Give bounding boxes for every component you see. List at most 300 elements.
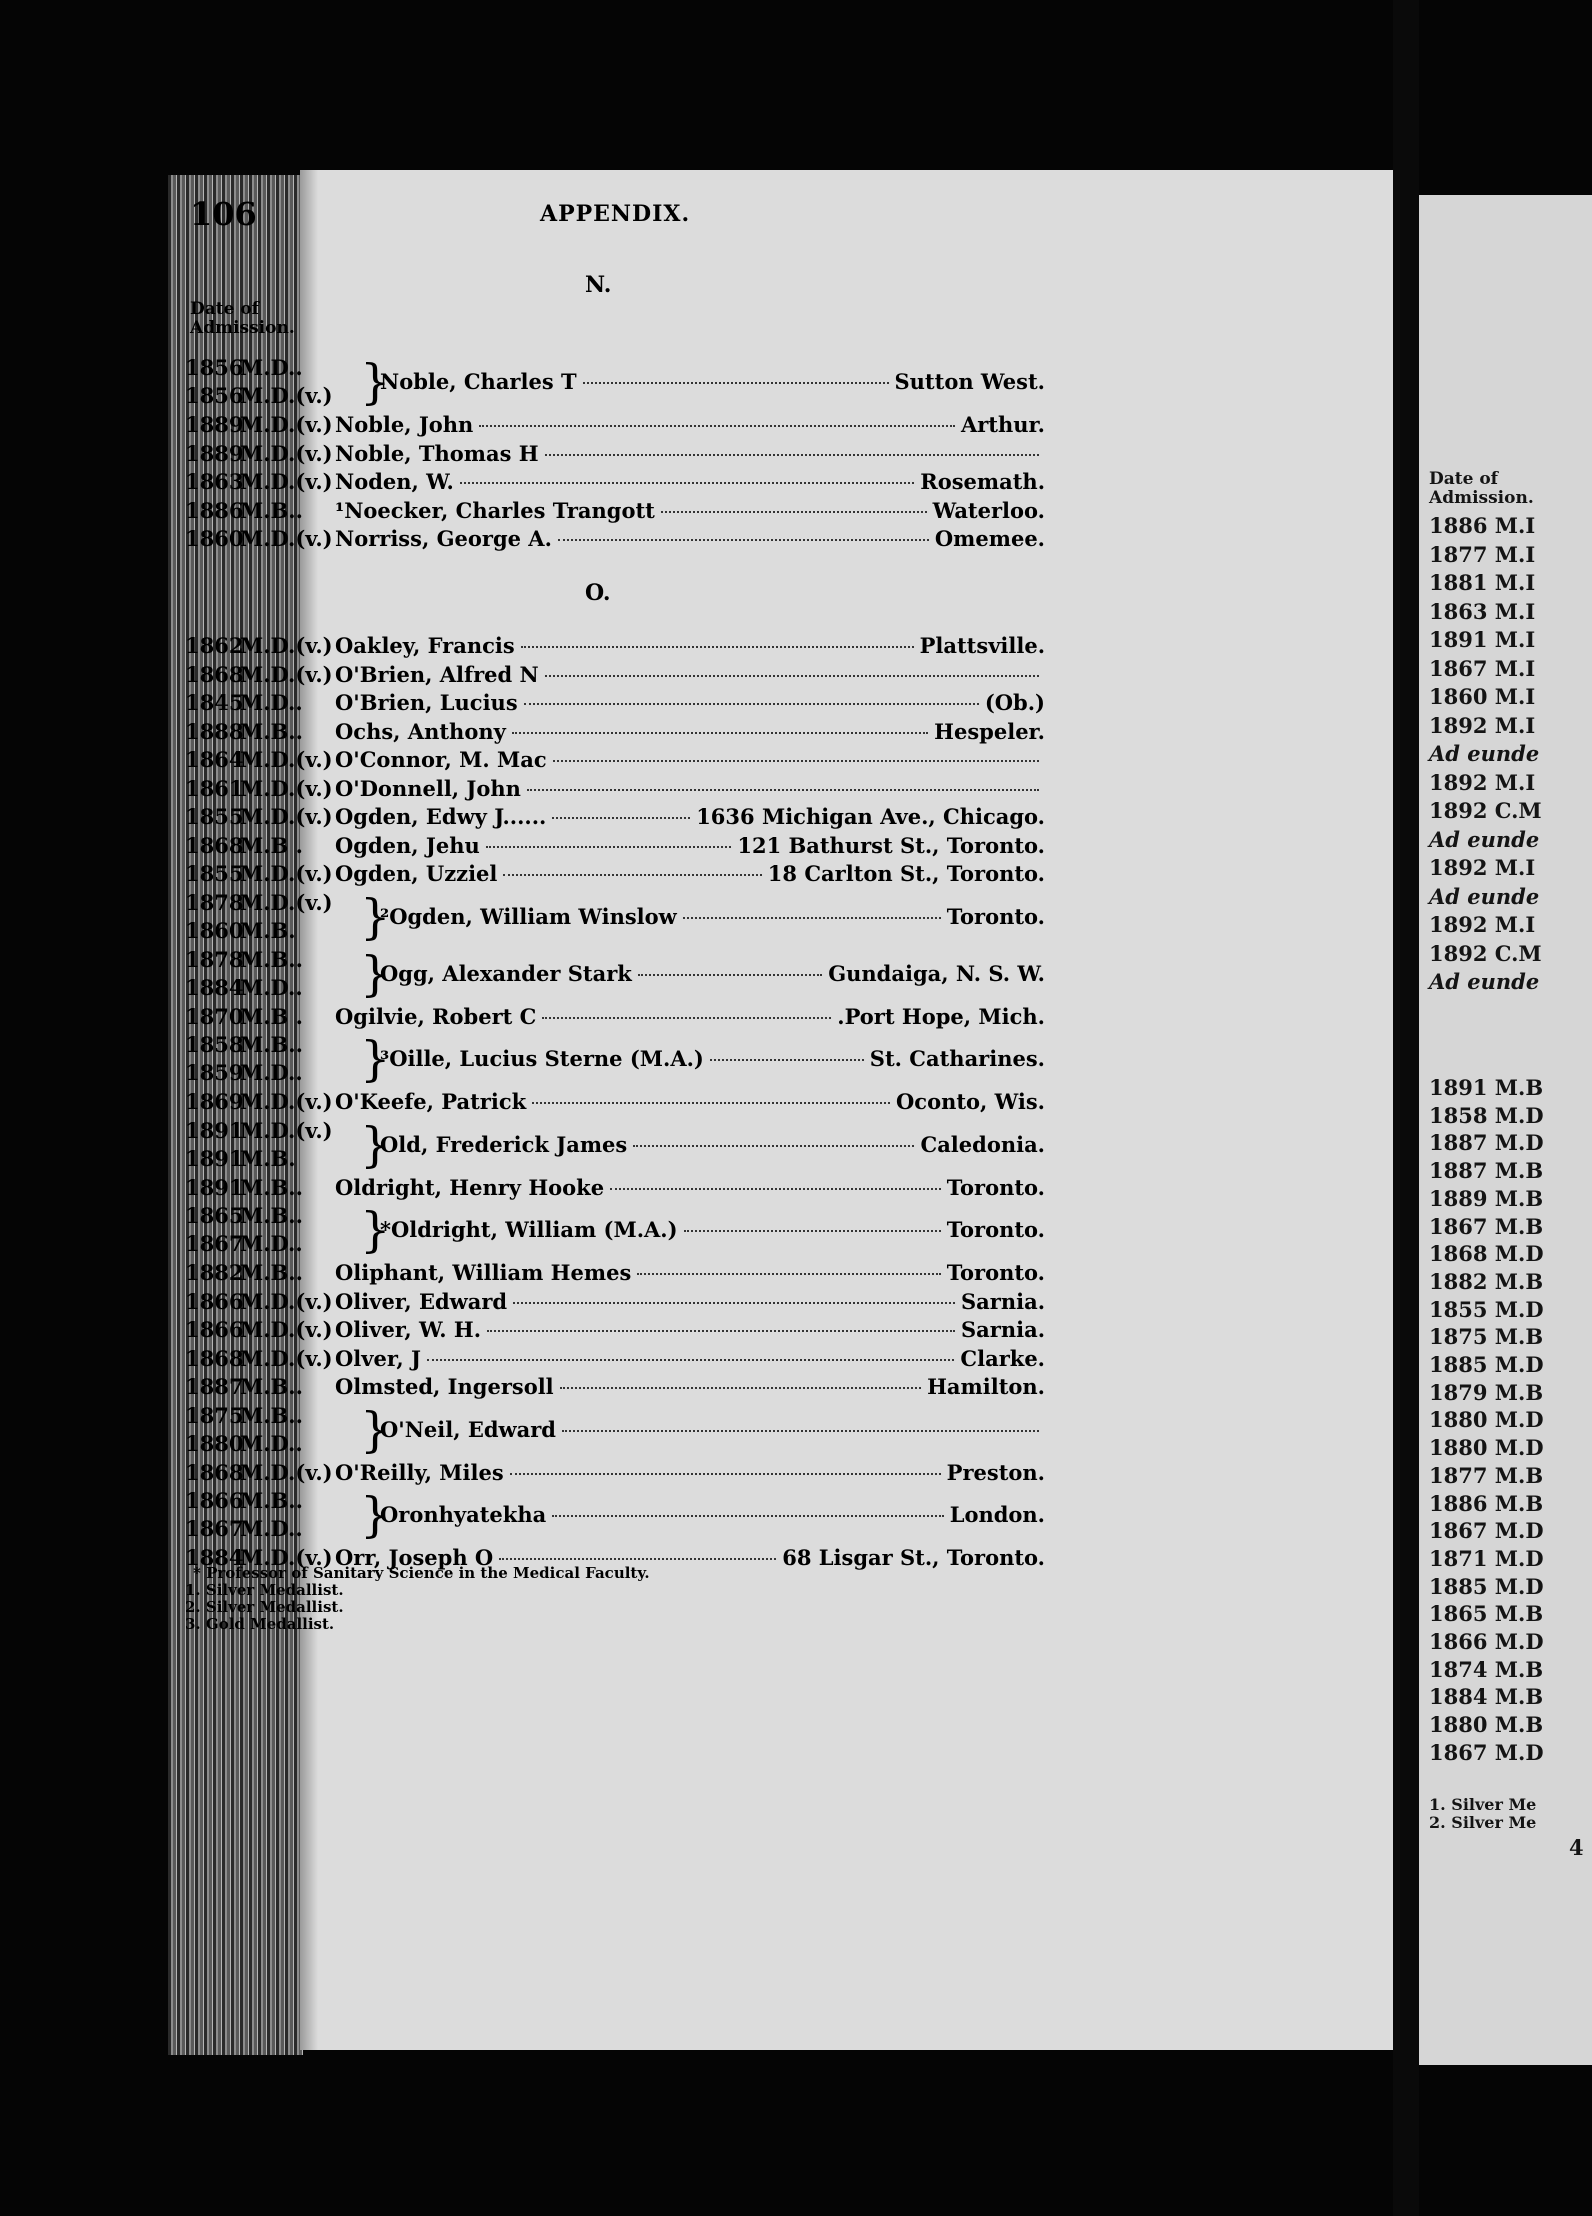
entry-name: Oliver, W. H. (335, 1317, 482, 1342)
entry-row (185, 1289, 1045, 1317)
right-page-row: 1877 M.I (1429, 541, 1536, 567)
entry-place: Oconto, Wis. (895, 1089, 1045, 1114)
entry-name: *Oldright, William (M.A.) (380, 1217, 678, 1242)
degree: M.D.(v.) (240, 1317, 333, 1342)
entry-name: O'Donnell, John (335, 775, 521, 801)
entry-name: Noble, John (335, 412, 474, 437)
right-page-row: 1875 M.B (1429, 1324, 1544, 1350)
right-page-row: 1880 M.D (1429, 1435, 1544, 1461)
right-page-row: 1891 M.I (1429, 627, 1536, 652)
entry-name: Orr, Joseph O (335, 1545, 494, 1570)
admission-year: 1889 (185, 440, 244, 466)
leader-dots (562, 1430, 1039, 1432)
degree: M.D.. (240, 974, 303, 1000)
entry-place: Arthur. (960, 412, 1045, 437)
entry-place: 121 Bathurst St., Toronto. (737, 832, 1045, 858)
entry-name: Olmsted, Ingersoll (335, 1374, 554, 1399)
degree-line (185, 890, 335, 918)
footnote: 1. Silver Medallist. (185, 1581, 344, 1599)
degree-lines (185, 890, 335, 946)
degree: M.D.(v.) (240, 526, 333, 551)
degree: M.B.. (240, 718, 303, 744)
degree-line (185, 1488, 335, 1516)
leader-dots (527, 789, 1039, 791)
leader-dots (661, 511, 927, 513)
entry-place: Omemee. (934, 526, 1045, 551)
entry-place: .Port Hope, Mich. (837, 1003, 1045, 1029)
entry-place: Caledonia. (920, 1131, 1045, 1157)
entry-row (185, 1460, 1045, 1488)
right-page-row: 1891 M.B (1429, 1075, 1544, 1100)
right-page-row: 1858 M.D (1429, 1102, 1544, 1128)
admission-year: 1878 (185, 889, 244, 915)
right-page-row: 1866 M.D (1429, 1629, 1544, 1654)
entry-row (185, 1004, 1045, 1032)
leader-dots (513, 1302, 955, 1304)
right-page-row: Ad eunde (1429, 741, 1540, 766)
column-heading-line: Date of (190, 299, 259, 319)
degree: M.B.. (240, 1174, 303, 1200)
page-number: 106 (190, 195, 257, 233)
degree-line (185, 383, 335, 411)
entry-row (185, 1374, 1045, 1402)
right-page-number: 4 (1569, 1835, 1584, 1860)
degree: M.B.. (240, 497, 303, 523)
right-page-row: 1882 M.B (1429, 1268, 1544, 1294)
right-page-row: 1865 M.B (1429, 1601, 1544, 1627)
entry-row (185, 441, 1045, 469)
entry-name: Oronhyatekha (380, 1502, 547, 1527)
right-page-row: 1874 M.B (1429, 1656, 1544, 1682)
degree: M.D.. (240, 690, 303, 715)
entry-row-braced (185, 355, 1045, 411)
entry-name: Ogden, Edwy J...... (335, 804, 547, 829)
degree-line (185, 1431, 335, 1459)
brace-glyph: } (360, 1031, 391, 1087)
entry-name: Ogg, Alexander Stark (380, 960, 632, 986)
entry-name: Ogden, Jehu (335, 832, 480, 858)
right-page-row: 1886 M.I (1429, 513, 1536, 538)
entry-row (185, 526, 1045, 554)
leader-dots (542, 1017, 831, 1019)
degree: M.D.(v.) (240, 1288, 333, 1314)
page-gap (1393, 0, 1419, 2216)
entry-place: London. (949, 1502, 1045, 1527)
entry-row-braced (185, 1118, 1045, 1174)
degree: M.B.. (240, 946, 303, 972)
leader-dots (512, 732, 928, 734)
entry-row-braced (185, 890, 1045, 946)
leader-dots (486, 846, 732, 848)
degree-line (185, 1032, 335, 1060)
entry-row (185, 1260, 1045, 1288)
leader-dots (479, 425, 955, 427)
right-page-row: 1868 M.D (1429, 1241, 1544, 1267)
entry-place: Plattsville. (919, 633, 1045, 658)
entry-row-braced (185, 1403, 1045, 1459)
entry-row (185, 662, 1045, 690)
leader-dots (503, 874, 761, 876)
entry-place: Toronto. (946, 903, 1045, 929)
entry-name: Olver, J (335, 1345, 421, 1371)
degree: M.D.(v.) (240, 661, 333, 687)
entry-place: Preston. (946, 1459, 1045, 1485)
section-letter-n: N. (585, 272, 612, 298)
entry-row (185, 690, 1045, 718)
entry-name: Ogden, Uzziel (335, 861, 498, 886)
degree: M.B.. (240, 1203, 303, 1228)
entry-place: 68 Lisgar St., Toronto. (782, 1545, 1045, 1570)
leader-dots (583, 382, 889, 384)
degree: M.D.(v.) (240, 383, 333, 408)
entry-row-braced (185, 1488, 1045, 1544)
admission-year: 1856 (185, 383, 244, 408)
admission-year: 1889 (185, 412, 244, 437)
right-page-footnote: 1. Silver Me (1429, 1795, 1537, 1814)
leader-dots (558, 539, 929, 541)
admission-year: 1891 (185, 1174, 244, 1200)
degree: M.D.(v.) (240, 1117, 333, 1143)
page-title: APPENDIX. (540, 201, 691, 227)
right-page-row: 1885 M.D (1429, 1352, 1544, 1377)
entry-row (185, 412, 1045, 440)
entry-place: Clarke. (960, 1345, 1045, 1371)
entry-row-braced (185, 1032, 1045, 1088)
column-heading (190, 300, 295, 338)
leader-dots (560, 1387, 921, 1389)
admission-year: 1888 (185, 718, 244, 744)
degree-lines (185, 1118, 335, 1174)
entry-name: Norriss, George A. (335, 526, 552, 551)
entry-row (185, 1175, 1045, 1203)
degree: M.B. (240, 917, 296, 943)
leader-dots (552, 817, 690, 819)
entry-body (380, 1046, 1045, 1071)
right-page-fragment (1419, 195, 1592, 2065)
brace-glyph: } (360, 1401, 391, 1458)
admission-year: 1880 (185, 1430, 244, 1456)
right-page-row: 1887 M.D (1429, 1130, 1544, 1156)
footnote: 3. Gold Medallist. (185, 1615, 335, 1633)
right-page-row: Ad eunde (1429, 826, 1540, 852)
leader-dots (510, 1473, 941, 1475)
right-page-row: 1892 M.I (1429, 769, 1536, 795)
admission-year: 1865 (185, 1203, 244, 1228)
degree-line (185, 918, 335, 946)
degree: M.D.(v.) (240, 440, 333, 466)
entry-name: Oliphant, William Hemes (335, 1260, 632, 1285)
degree-line (185, 1516, 335, 1544)
degree: M.D.(v.) (240, 1545, 333, 1570)
admission-year: 1860 (185, 526, 244, 551)
degree: M.B.. (240, 1374, 303, 1399)
degree: M.D.. (240, 355, 303, 380)
right-page-row: 1892 M.I (1429, 712, 1536, 738)
admission-year: 1887 (185, 1374, 244, 1399)
right-page-row: 1881 M.I (1429, 570, 1536, 595)
leader-dots (487, 1330, 955, 1332)
leader-dots (545, 675, 1039, 677)
leader-dots (553, 760, 1039, 762)
degree: M.B . (240, 1003, 303, 1029)
entry-name: O'Keefe, Patrick (335, 1089, 527, 1114)
admission-year: 1875 (185, 1402, 244, 1428)
admission-year: 1862 (185, 633, 244, 658)
leader-dots (460, 482, 914, 484)
right-page-row: 1867 M.D (1429, 1739, 1544, 1765)
entry-row (185, 469, 1045, 497)
brace-glyph: } (360, 888, 391, 945)
right-column-heading-line: Date of (1429, 469, 1498, 489)
right-page-row: 1892 C.M (1429, 940, 1542, 966)
entry-row (185, 633, 1045, 661)
right-page-footnote: 2. Silver Me (1429, 1813, 1537, 1832)
admission-year: 1882 (185, 1260, 244, 1285)
admission-year: 1868 (185, 1345, 244, 1371)
column-heading-line: Admission. (190, 318, 295, 338)
entry-row (185, 719, 1045, 747)
degree: M.B.. (240, 1032, 303, 1057)
degree: M.D.(v.) (240, 1089, 333, 1114)
right-page-row: 1885 M.D (1429, 1573, 1544, 1599)
degree: M.D.. (240, 1516, 303, 1541)
degree: M.D.. (240, 1231, 303, 1256)
entry-name: Old, Frederick James (380, 1131, 628, 1157)
admission-year: 1867 (185, 1231, 244, 1256)
brace-glyph: } (360, 945, 391, 1002)
degree: M.B. (240, 1145, 296, 1171)
degree: M.D.. (240, 1430, 303, 1456)
entry-name: ¹Noecker, Charles Trangott (335, 497, 655, 523)
admission-year: 1858 (185, 1032, 244, 1057)
right-page-row: 1892 M.I (1429, 912, 1536, 937)
degree: M.D.(v.) (240, 633, 333, 658)
entry-name: Oakley, Francis (335, 633, 515, 658)
entry-name: Oldright, Henry Hooke (335, 1174, 605, 1200)
entry-body (380, 961, 1045, 986)
entry-place: St. Catharines. (869, 1046, 1045, 1071)
entry-name: Ogilvie, Robert C (335, 1003, 537, 1029)
entry-row (185, 1346, 1045, 1374)
entry-name: Noden, W. (335, 469, 454, 494)
leader-dots (683, 917, 941, 919)
brace-glyph: } (360, 1202, 391, 1258)
entry-row-braced (185, 947, 1045, 1003)
leader-dots (532, 1102, 890, 1104)
leader-dots (499, 1558, 776, 1560)
right-page-row: 1886 M.B (1429, 1490, 1544, 1516)
leader-dots (524, 703, 979, 705)
right-page-row: 1860 M.I (1429, 684, 1536, 709)
degree: M.D.(v.) (240, 1459, 333, 1485)
leader-dots (633, 1145, 914, 1147)
degree-lines (185, 355, 335, 411)
admission-year: 1869 (185, 1089, 244, 1114)
entry-body (380, 1417, 1045, 1442)
degree: M.D.. (240, 1060, 303, 1085)
entry-name: Oliver, Edward (335, 1288, 508, 1314)
right-column-heading-line: Admission. (1429, 488, 1534, 508)
entry-place: Sarnia. (961, 1317, 1045, 1342)
admission-year: 1878 (185, 946, 244, 972)
entry-row (185, 861, 1045, 889)
entry-name: O'Reilly, Miles (335, 1459, 504, 1485)
right-page-row: 1855 M.D (1429, 1296, 1544, 1322)
degree-line (185, 355, 335, 383)
leader-dots (552, 1515, 943, 1517)
degree: M.D.(v.) (240, 889, 333, 915)
degree: M.B.. (240, 1402, 303, 1428)
degree-lines (185, 1032, 335, 1088)
entry-name: Noble, Thomas H (335, 440, 539, 466)
right-column-heading (1429, 470, 1534, 508)
entry-name: O'Brien, Lucius (335, 690, 518, 715)
degree: M.D.(v.) (240, 1345, 333, 1371)
entry-name: Noble, Charles T (380, 369, 577, 394)
section-letter-o: O. (585, 580, 611, 606)
degree-line (185, 1146, 335, 1174)
entry-name: O'Brien, Alfred N (335, 661, 539, 687)
leader-dots (684, 1230, 941, 1232)
entry-place: 18 Carlton St., Toronto. (767, 861, 1045, 886)
right-page-row: 1889 M.B (1429, 1185, 1544, 1211)
degree: M.D.(v.) (240, 861, 333, 886)
degree-line (185, 975, 335, 1003)
entry-row (185, 1317, 1045, 1345)
brace-glyph: } (360, 1116, 391, 1173)
entry-place: Sutton West. (894, 369, 1045, 394)
entry-body (380, 1217, 1045, 1242)
entry-place: Rosemath. (920, 469, 1045, 494)
entry-name: ²Ogden, William Winslow (380, 903, 677, 929)
degree-line (185, 1060, 335, 1088)
degree-line (185, 1231, 335, 1259)
right-page-row: 1877 M.B (1429, 1462, 1544, 1488)
right-page-row: 1884 M.B (1429, 1684, 1544, 1710)
entry-body (380, 369, 1045, 394)
right-page-row: 1867 M.D (1429, 1518, 1544, 1544)
admission-year: 1884 (185, 974, 244, 1000)
degree: M.D.(v.) (240, 747, 333, 772)
admission-year: 1855 (185, 804, 244, 829)
leader-dots (610, 1188, 941, 1190)
degree-line (185, 1203, 335, 1231)
right-page-row: 1887 M.B (1429, 1158, 1544, 1184)
admission-year: 1866 (185, 1317, 244, 1342)
admission-year: 1891 (185, 1145, 244, 1171)
right-page-row: 1880 M.B (1429, 1712, 1544, 1738)
brace-glyph: } (360, 1487, 391, 1543)
admission-year: 1891 (185, 1117, 244, 1143)
admission-year: 1868 (185, 661, 244, 687)
admission-year: 1856 (185, 355, 244, 380)
degree-lines (185, 947, 335, 1003)
entry-name: O'Neil, Edward (380, 1416, 556, 1442)
admission-year: 1870 (185, 1003, 244, 1029)
right-page-row: 1863 M.I (1429, 598, 1536, 624)
degree: M.B . (240, 832, 303, 858)
right-page-row: 1879 M.B (1429, 1379, 1544, 1405)
entry-row (185, 1089, 1045, 1117)
right-page-row: 1880 M.D (1429, 1407, 1544, 1433)
leader-dots (637, 1273, 941, 1275)
entry-row (185, 747, 1045, 775)
degree-lines (185, 1488, 335, 1544)
admission-year: 1864 (185, 747, 244, 772)
admission-year: 1868 (185, 832, 244, 858)
degree-line (185, 947, 335, 975)
admission-year: 1867 (185, 1516, 244, 1541)
degree-line (185, 1118, 335, 1146)
entry-place: Hamilton. (927, 1374, 1045, 1399)
entry-row (185, 498, 1045, 526)
degree: M.D.(v.) (240, 469, 333, 494)
right-page-row: 1892 M.I (1429, 855, 1536, 880)
admission-year: 1859 (185, 1060, 244, 1085)
page-header (190, 195, 1040, 235)
entry-place: Toronto. (946, 1217, 1045, 1242)
right-page-row: 1867 M.I (1429, 655, 1536, 681)
footnotes (185, 1565, 650, 1633)
degree: M.B.. (240, 1488, 303, 1513)
entry-name: Ochs, Anthony (335, 718, 506, 744)
right-page-row: Ad eunde (1429, 969, 1540, 994)
admission-year: 1861 (185, 775, 244, 801)
admission-year: 1868 (185, 1459, 244, 1485)
degree-line (185, 1403, 335, 1431)
footnote: 2. Silver Medallist. (185, 1598, 344, 1616)
footnote: * Professor of Sanitary Science in the Medical Faculty. (193, 1564, 650, 1582)
leader-dots (427, 1359, 954, 1361)
leader-dots (545, 454, 1039, 456)
entry-place: Toronto. (946, 1174, 1045, 1200)
entry-row (185, 776, 1045, 804)
admission-year: 1884 (185, 1545, 244, 1570)
entry-body (380, 1502, 1045, 1527)
entry-row (185, 833, 1045, 861)
entry-row-braced (185, 1203, 1045, 1259)
leader-dots (638, 974, 822, 976)
entry-name: ³Oille, Lucius Sterne (M.A.) (380, 1046, 704, 1071)
right-page-row: 1871 M.D (1429, 1545, 1544, 1571)
degree-lines (185, 1403, 335, 1459)
entry-place: Hespeler. (934, 718, 1045, 744)
entry-place: 1636 Michigan Ave., Chicago. (696, 804, 1045, 829)
right-page-row: Ad eunde (1429, 883, 1540, 909)
degree: M.D.(v.) (240, 804, 333, 829)
admission-year: 1845 (185, 690, 244, 715)
degree: M.D.(v.) (240, 412, 333, 437)
entry-body (380, 1132, 1045, 1157)
right-page-row: 1892 C.M (1429, 798, 1542, 823)
degree: M.D.(v.) (240, 775, 333, 801)
entry-place: Toronto. (946, 1260, 1045, 1285)
admission-year: 1855 (185, 861, 244, 886)
degree-lines (185, 1203, 335, 1259)
entry-place: Gundaiga, N. S. W. (828, 960, 1045, 986)
entry-body (380, 904, 1045, 929)
admission-year: 1866 (185, 1488, 244, 1513)
entry-name: O'Connor, M. Mac (335, 747, 547, 772)
entry-place: Waterloo. (932, 497, 1045, 523)
entry-row (185, 804, 1045, 832)
admission-year: 1886 (185, 497, 244, 523)
admission-year: 1860 (185, 917, 244, 943)
brace-glyph: } (360, 354, 391, 410)
leader-dots (521, 646, 914, 648)
right-page-row: 1867 M.B (1429, 1213, 1544, 1239)
admission-year: 1863 (185, 469, 244, 494)
